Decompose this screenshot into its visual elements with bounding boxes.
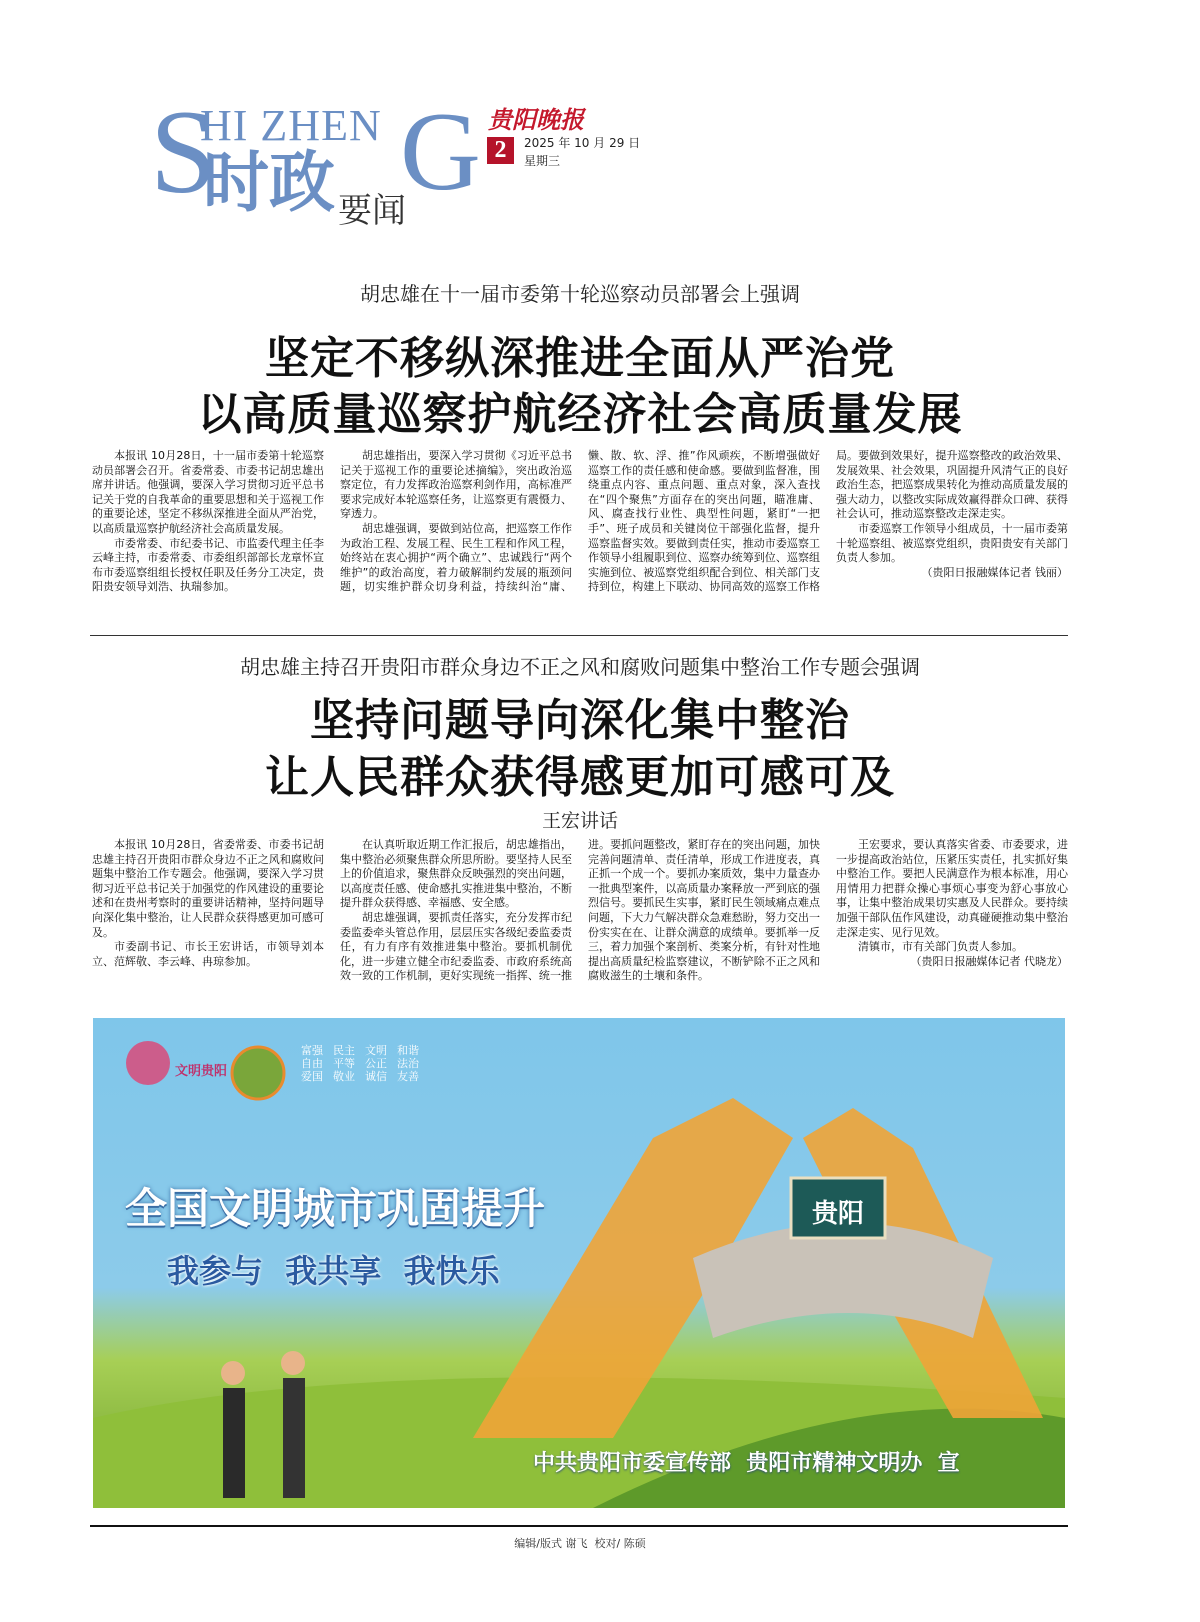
issue-date: 2025 年 10 月 29 日 bbox=[524, 136, 641, 150]
core-values-column bbox=[301, 1044, 323, 1083]
paragraph: 本报讯 10月28日，省委常委、市委书记胡忠雄主持召开贵阳市群众身边不正之风和腐败问题集中整治工作专题会。他强调，要深入学习贯彻习近平总书记关于加强党的作风建设的重要论述和在贵州考察时的重要讲话精神，坚持问题导向深化集中整治，让人民群众获得感更加可感可及。 bbox=[92, 838, 324, 939]
article-headline-line: 坚持问题导向深化集中整治 bbox=[310, 695, 850, 746]
banner-slogan: 我参与 我共享 我快乐 bbox=[167, 1252, 500, 1290]
footer-divider bbox=[90, 1525, 1068, 1527]
core-value: 平等 bbox=[333, 1057, 355, 1070]
gate-sign: 贵阳 bbox=[811, 1199, 864, 1229]
article-body bbox=[92, 449, 1068, 595]
core-values-column bbox=[365, 1044, 387, 1083]
article-headline-line: 让人民群众获得感更加可感可及 bbox=[265, 752, 895, 803]
core-values-column bbox=[397, 1044, 419, 1083]
divider bbox=[90, 635, 1068, 636]
masthead-letters: HI ZHEN bbox=[200, 101, 382, 150]
paragraph: 胡忠雄强调，要抓责任落实，充分发挥市纪委监委牵头管总作用，层层压实各级纪委监委责任，有力有序有效推进集中整治。要抓机制优化，进一步建立健全市纪委监委、市政府系统高效一致的工作机制，更好实现统一指挥、统一推进。要抓问题整改，紧盯存在的突出问题，加快完善问题清单、责任清单，形成工作进度表，真正抓一个成一个。要抓办案质效，集中力量查办一批典型案件，以高质量办案释放一严到底的强烈信号。要抓民生实事，紧盯民生领域痛点难点问题，下大力气解决群众急难愁盼，努力交出一份实实在在、让群众满意的成绩单。要抓举一反三，着力加强个案剖析、类案分析，有针对性地提出高质量纪检监察建议，不断铲除不正之风和腐败滋生的土壤和条件。 bbox=[340, 838, 820, 983]
masthead-letter-s: S bbox=[150, 85, 217, 218]
advertisement-banner bbox=[93, 1018, 1065, 1508]
paragraph: 市委常委、市纪委书记、市监委代理主任李云峰主持，市委常委、市委组织部部长龙章怀宣布市委巡察组组长授权任职及任务分工决定，贵阳贵安领导刘浩、执瑞参加。 bbox=[92, 536, 324, 594]
paragraph: 胡忠雄强调，要做到站位高，把巡察工作作为政治工程、发展工程、民生工程和作风工程，始终站在衷心拥护“两个确立”、忠诚践行“两个维护”的政治高度，着力破解制约发展的瓶颈问题，切实维护群众切身利益，持续纠治“庸、懒、散、软、浮、推”作风顽疾，不断增强做好巡察工作的责任感和使命感。要做到监督准，围绕重点内容、重点问题、重点对象，深入查找在“四个聚焦”方面存在的突出问题，瞄准庸、风、腐查找行业性、典型性问题，紧盯“一把手”、班子成员和关键岗位干部强化监督，提升巡察监督实效。要做到责任实，推动市委巡察工作领导小组履职到位、巡察办统筹到位、巡察组实施到位、被巡察党组织配合到位、相关部门支持到位，构建上下联动、协同高效的巡察工作格局。要做到效果好，提升巡察整改的政治效果、发展效果、社会效果，巩固提升风清气正的良好政治生态，把巡察成果转化为推动高质量发展的强大动力，以整改实际成效赢得群众口碑、获得社会认可，推动巡察整改走深走实。 bbox=[340, 449, 1068, 594]
paragraph: 在认真听取近期工作汇报后，胡忠雄指出，集中整治必须聚焦群众所思所盼。要坚持人民至上的价值追求，聚焦群众反映强烈的突出问题，以高度责任感、使命感扎实推进集中整治，不断提升群众获得感、幸福感、安全感。 bbox=[340, 838, 572, 910]
core-value: 法治 bbox=[397, 1057, 419, 1070]
banner-sponsor: 中共贵阳市委宣传部 贵阳市精神文明办 宣 bbox=[533, 1451, 960, 1476]
paragraph: 市委副书记、市长王宏讲话，市领导刘本立、范辉敬、李云峰、冉琼参加。 bbox=[92, 940, 324, 968]
article-body bbox=[92, 838, 1068, 984]
newspaper-logo: 贵阳晚报 bbox=[488, 105, 584, 134]
core-value: 公正 bbox=[365, 1057, 387, 1070]
wenming-guiyang-logo: 文明贵阳 bbox=[175, 1064, 228, 1079]
core-value: 爱国 bbox=[301, 1070, 323, 1083]
core-values bbox=[301, 1044, 419, 1083]
byline: （贵阳日报融媒体记者 钱丽） bbox=[921, 565, 1068, 579]
core-value: 友善 bbox=[397, 1070, 419, 1083]
banner-title: 全国文明城市巩固提升 bbox=[125, 1184, 546, 1233]
core-value: 敬业 bbox=[333, 1070, 355, 1083]
core-value: 自由 bbox=[301, 1057, 323, 1070]
byline: （贵阳日报融媒体记者 代晓龙） bbox=[910, 954, 1068, 968]
article-subtitle: 胡忠雄在十一届市委第十轮巡察动员部署会上强调 bbox=[360, 282, 800, 306]
core-value: 和谐 bbox=[397, 1044, 419, 1057]
masthead-letter-g: G bbox=[400, 90, 481, 214]
article-deck: 王宏讲话 bbox=[541, 810, 618, 832]
core-value: 民主 bbox=[333, 1044, 355, 1057]
paragraph: 清镇市，市有关部门负责人参加。 bbox=[858, 940, 1023, 954]
page-number: 2 bbox=[487, 137, 514, 164]
paragraph: 本报讯 10月28日，十一届市委第十轮巡察动员部署会召开。省委常委、市委书记胡忠雄出席并讲话。他强调，要深入学习贯彻习近平总书记关于党的自我革命的重要思想和关于巡视工作的重要论述，坚定不移纵深推进全面从严治党，以高质量巡察护航经济社会高质量发展。 bbox=[92, 449, 324, 535]
footer-credits: 编辑/版式 谢飞 校对/ 陈硕 bbox=[514, 1537, 646, 1550]
article-headline-line: 以高质量巡察护航经济社会高质量发展 bbox=[197, 389, 963, 440]
core-value: 诚信 bbox=[365, 1070, 387, 1083]
paragraph: 胡忠雄指出，要深入学习贯彻《习近平总书记关于巡视工作的重要论述摘编》，突出政治巡察定位，有力发挥政治巡察利剑作用，高标准严要求完成好本轮巡察任务，让巡察更有震慑力、穿透力。 bbox=[340, 449, 572, 521]
core-value: 文明 bbox=[365, 1044, 387, 1057]
core-values-column bbox=[333, 1044, 355, 1083]
section-subtitle: 要闻 bbox=[338, 191, 406, 231]
paragraph: 王宏要求，要认真落实省委、市委要求，进一步提高政治站位，压紧压实责任，扎实抓好集中整治工作。要把人民满意作为根本标准，用心用情用力把群众操心事烦心事变为舒心事放心事，让集中整治成果切实惠及人民群众。要持续加强干部队伍作风建设，动真碰硬推动集中整治走深走实、见行见效。 bbox=[836, 838, 1068, 939]
article-subtitle: 胡忠雄主持召开贵阳市群众身边不正之风和腐败问题集中整治工作专题会强调 bbox=[240, 655, 920, 679]
issue-weekday: 星期三 bbox=[524, 154, 561, 168]
core-value: 富强 bbox=[301, 1044, 323, 1057]
article-headline-line: 坚定不移纵深推进全面从严治党 bbox=[265, 333, 895, 384]
paragraph: 市委巡察工作领导小组成员，十一届市委第十轮巡察组、被巡察党组织，贵阳贵安有关部门负责人参加。 bbox=[836, 521, 1068, 565]
section-title: 时政 bbox=[203, 144, 335, 221]
